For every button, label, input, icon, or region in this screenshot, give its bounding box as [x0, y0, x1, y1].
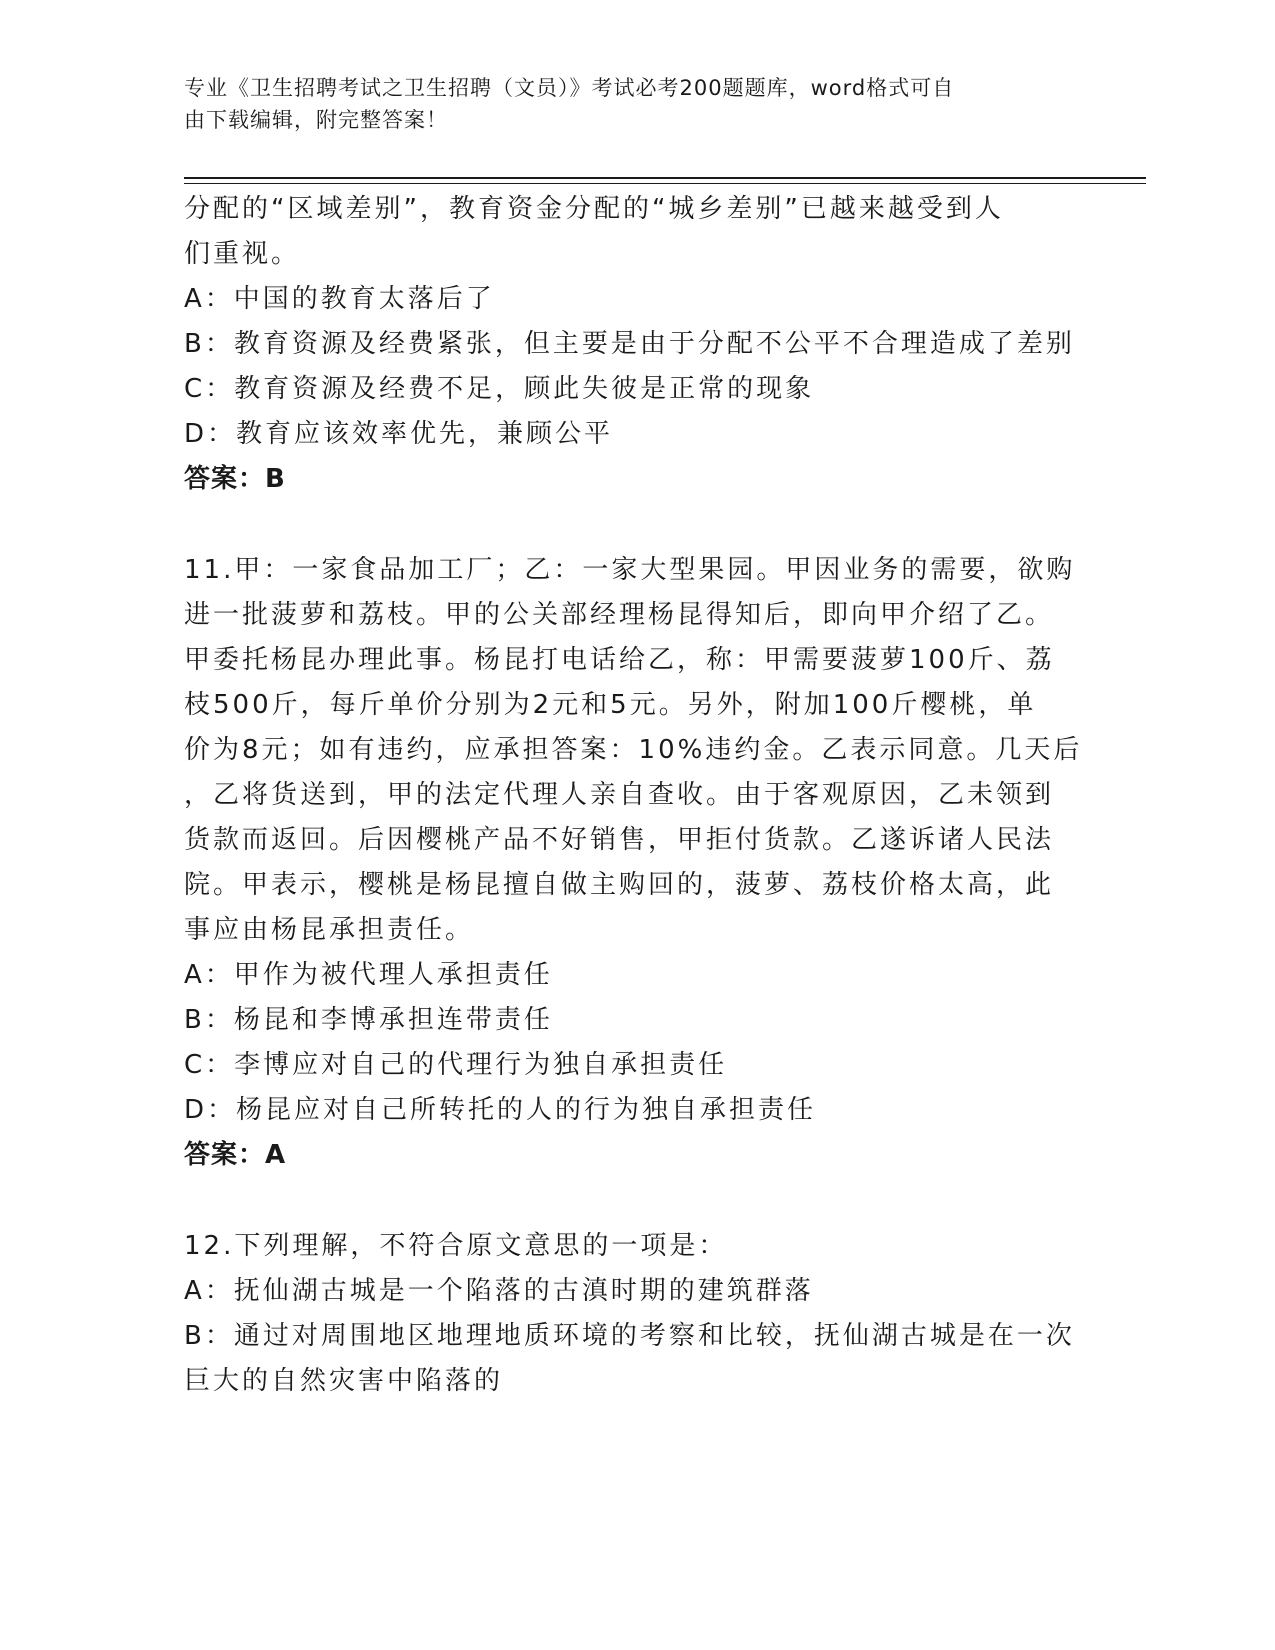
question-text-line: 事应由杨昆承担责任。: [184, 915, 475, 945]
question-text-line: 分配的“区域差别”，教育资金分配的“城乡差别”已越来越受到人: [184, 194, 1004, 224]
option-c: C：李博应对自己的代理行为独自承担责任: [184, 1050, 728, 1080]
option-b: B：杨昆和李博承担连带责任: [184, 1005, 553, 1035]
question-text-line: ，乙将货送到，甲的法定代理人亲自查收。由于客观原因，乙未领到: [184, 780, 1055, 810]
question-10: [184, 187, 1084, 502]
question-text-line: 价为8元；如有违约，应承担答案：10%违约金。乙表示同意。几天后: [184, 735, 1083, 765]
option-b-continued: 巨大的自然灾害中陷落的: [184, 1366, 504, 1396]
header-title-line-2: 由下载编辑，附完整答案！: [184, 108, 448, 132]
document-body: [184, 187, 1084, 1404]
header-title-line-1: 专业《卫生招聘考试之卫生招聘（文员）》考试必考200题题库，word格式可自: [184, 76, 955, 100]
option-a: A：甲作为被代理人承担责任: [184, 960, 553, 990]
option-d: D：教育应该效率优先，兼顾公平: [184, 419, 614, 449]
spacer: [184, 502, 1084, 548]
option-b: B：通过对周围地区地理地质环境的考察和比较，抚仙湖古城是在一次: [184, 1321, 1075, 1351]
question-text-line: 们重视。: [184, 239, 301, 269]
question-text-line: 11.甲：一家食品加工厂；乙：一家大型果园。甲因业务的需要，欲购: [184, 555, 1076, 585]
question-text-line: 甲委托杨昆办理此事。杨昆打电话给乙，称：甲需要菠萝100斤、荔: [184, 645, 1055, 675]
question-text-line: 院。甲表示，樱桃是杨昆擅自做主购回的，菠萝、荔枝价格太高，此: [184, 870, 1055, 900]
header-divider-thin: [184, 183, 1146, 184]
spacer: [184, 1178, 1084, 1224]
option-a: A：抚仙湖古城是一个陷落的古滇时期的建筑群落: [184, 1276, 814, 1306]
question-text-line: 货款而返回。后因樱桃产品不好销售，甲拒付货款。乙遂诉诸人民法: [184, 825, 1055, 855]
answer-label: 答案：B: [184, 464, 286, 494]
option-a: A：中国的教育太落后了: [184, 284, 495, 314]
question-text-line: 进一批菠萝和荔枝。甲的公关部经理杨昆得知后，即向甲介绍了乙。: [184, 600, 1055, 630]
question-12: [184, 1224, 1084, 1404]
header-divider-thick: [184, 177, 1146, 179]
answer-label: 答案：A: [184, 1140, 287, 1170]
option-b: B：教育资源及经费紧张，但主要是由于分配不公平不合理造成了差别: [184, 329, 1075, 359]
question-11: [184, 548, 1084, 1178]
page-header: [184, 72, 1044, 136]
question-text-line: 12.下列理解，不符合原文意思的一项是：: [184, 1231, 728, 1261]
option-c: C：教育资源及经费不足，顾此失彼是正常的现象: [184, 374, 815, 404]
option-d: D：杨昆应对自己所转托的人的行为独自承担责任: [184, 1095, 817, 1125]
question-text-line: 枝500斤，每斤单价分别为2元和5元。另外，附加100斤樱桃，单: [184, 690, 1037, 720]
